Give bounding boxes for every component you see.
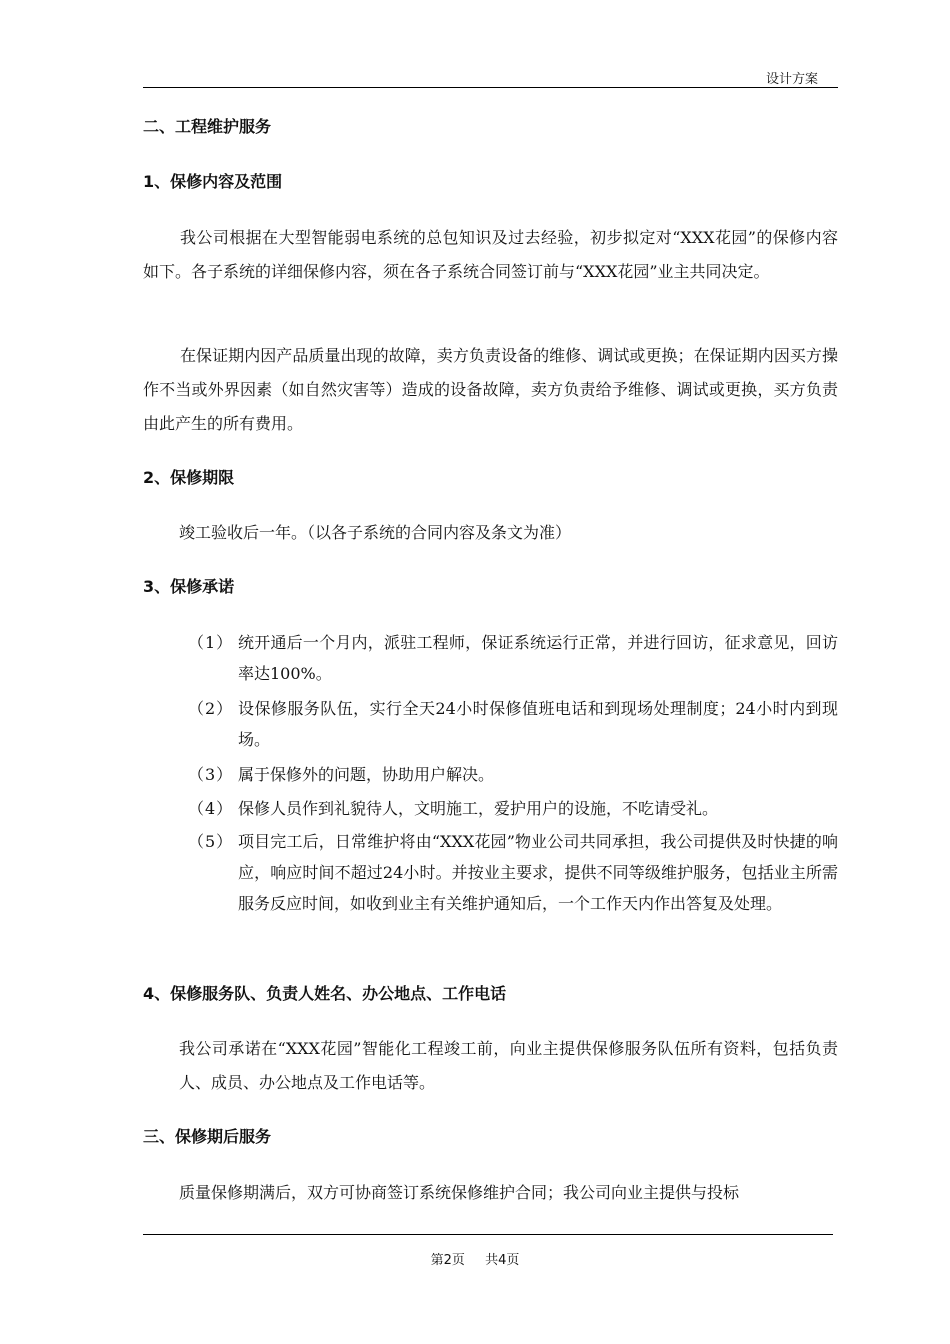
subsection-1-paragraph-1: 我公司根据在大型智能弱电系统的总包知识及过去经验，初步拟定对“XXX花园”的保修内容如下。各子系统的详细保修内容，须在各子系统合同签订前与“XXX花园”业主共同决定。 (143, 228, 838, 281)
page-footer (0, 1249, 950, 1268)
promise-item-number: （4） (188, 799, 234, 818)
header-rule (143, 87, 838, 88)
subsection-2-heading: 2、保修期限 (143, 468, 235, 487)
promise-item-number: （2） (188, 699, 234, 718)
promise-item-1 (188, 627, 838, 689)
subsection-4-paragraph: 我公司承诺在“XXX花园”智能化工程竣工前，向业主提供保修服务队伍所有资料，包括负责人、成员、办公地点及工作电话等。 (179, 1039, 838, 1092)
page-number: 第2页 (430, 1253, 465, 1268)
promise-item-number: （5） (188, 832, 234, 851)
section-2-heading: 二、工程维护服务 (143, 117, 272, 136)
section-3-paragraph: 质量保修期满后，双方可协商签订系统保修维护合同；我公司向业主提供与投标 (179, 1183, 740, 1202)
subsection-1-paragraph-2: 在保证期内因产品质量出现的故障，卖方负责设备的维修、调试或更换；在保证期内因买方操作不当或外界因素（如自然灾害等）造成的设备故障，卖方负责给予维修、调试或更换，买方负责由此产生的所有费用。 (143, 346, 838, 433)
promise-item-text: 属于保修外的问题，协助用户解决。 (238, 765, 495, 784)
promise-item-3 (188, 759, 838, 790)
promise-item-text: 设保修服务队伍，实行全天24小时保修值班电话和到现场处理制度；24小时内到现场。 (238, 699, 838, 749)
total-pages: 共4页 (485, 1253, 520, 1268)
subsection-4-heading: 4、保修服务队、负责人姓名、办公地点、工作电话 (143, 984, 507, 1003)
footer-rule (143, 1234, 833, 1235)
promise-item-2 (188, 693, 838, 755)
subsection-3-heading: 3、保修承诺 (143, 577, 235, 596)
promise-item-number: （3） (188, 765, 234, 784)
subsection-1-heading: 1、保修内容及范围 (143, 172, 283, 191)
promise-item-4 (188, 793, 838, 824)
promise-item-text: 项目完工后，日常维护将由“XXX花园”物业公司共同承担，我公司提供及时快捷的响应，响应时间不超过24小时。并按业主要求，提供不同等级维护服务，包括业主所需服务反应时间，如收到业主有关维护通知后，一个工作天内作出答复及处理。 (238, 832, 838, 913)
section-3-heading: 三、保修期后服务 (143, 1127, 272, 1146)
promise-item-text: 统开通后一个月内，派驻工程师，保证系统运行正常，并进行回访，征求意见，回访率达100%。 (238, 633, 838, 683)
page-header-title: 设计方案 (765, 72, 818, 87)
promise-item-text: 保修人员作到礼貌待人，文明施工，爱护用户的设施，不吃请受礼。 (238, 799, 719, 818)
promise-item-5 (188, 826, 838, 919)
subsection-2-paragraph: 竣工验收后一年。（以各子系统的合同内容及条文为准） (179, 523, 572, 542)
promise-item-number: （1） (188, 633, 234, 652)
